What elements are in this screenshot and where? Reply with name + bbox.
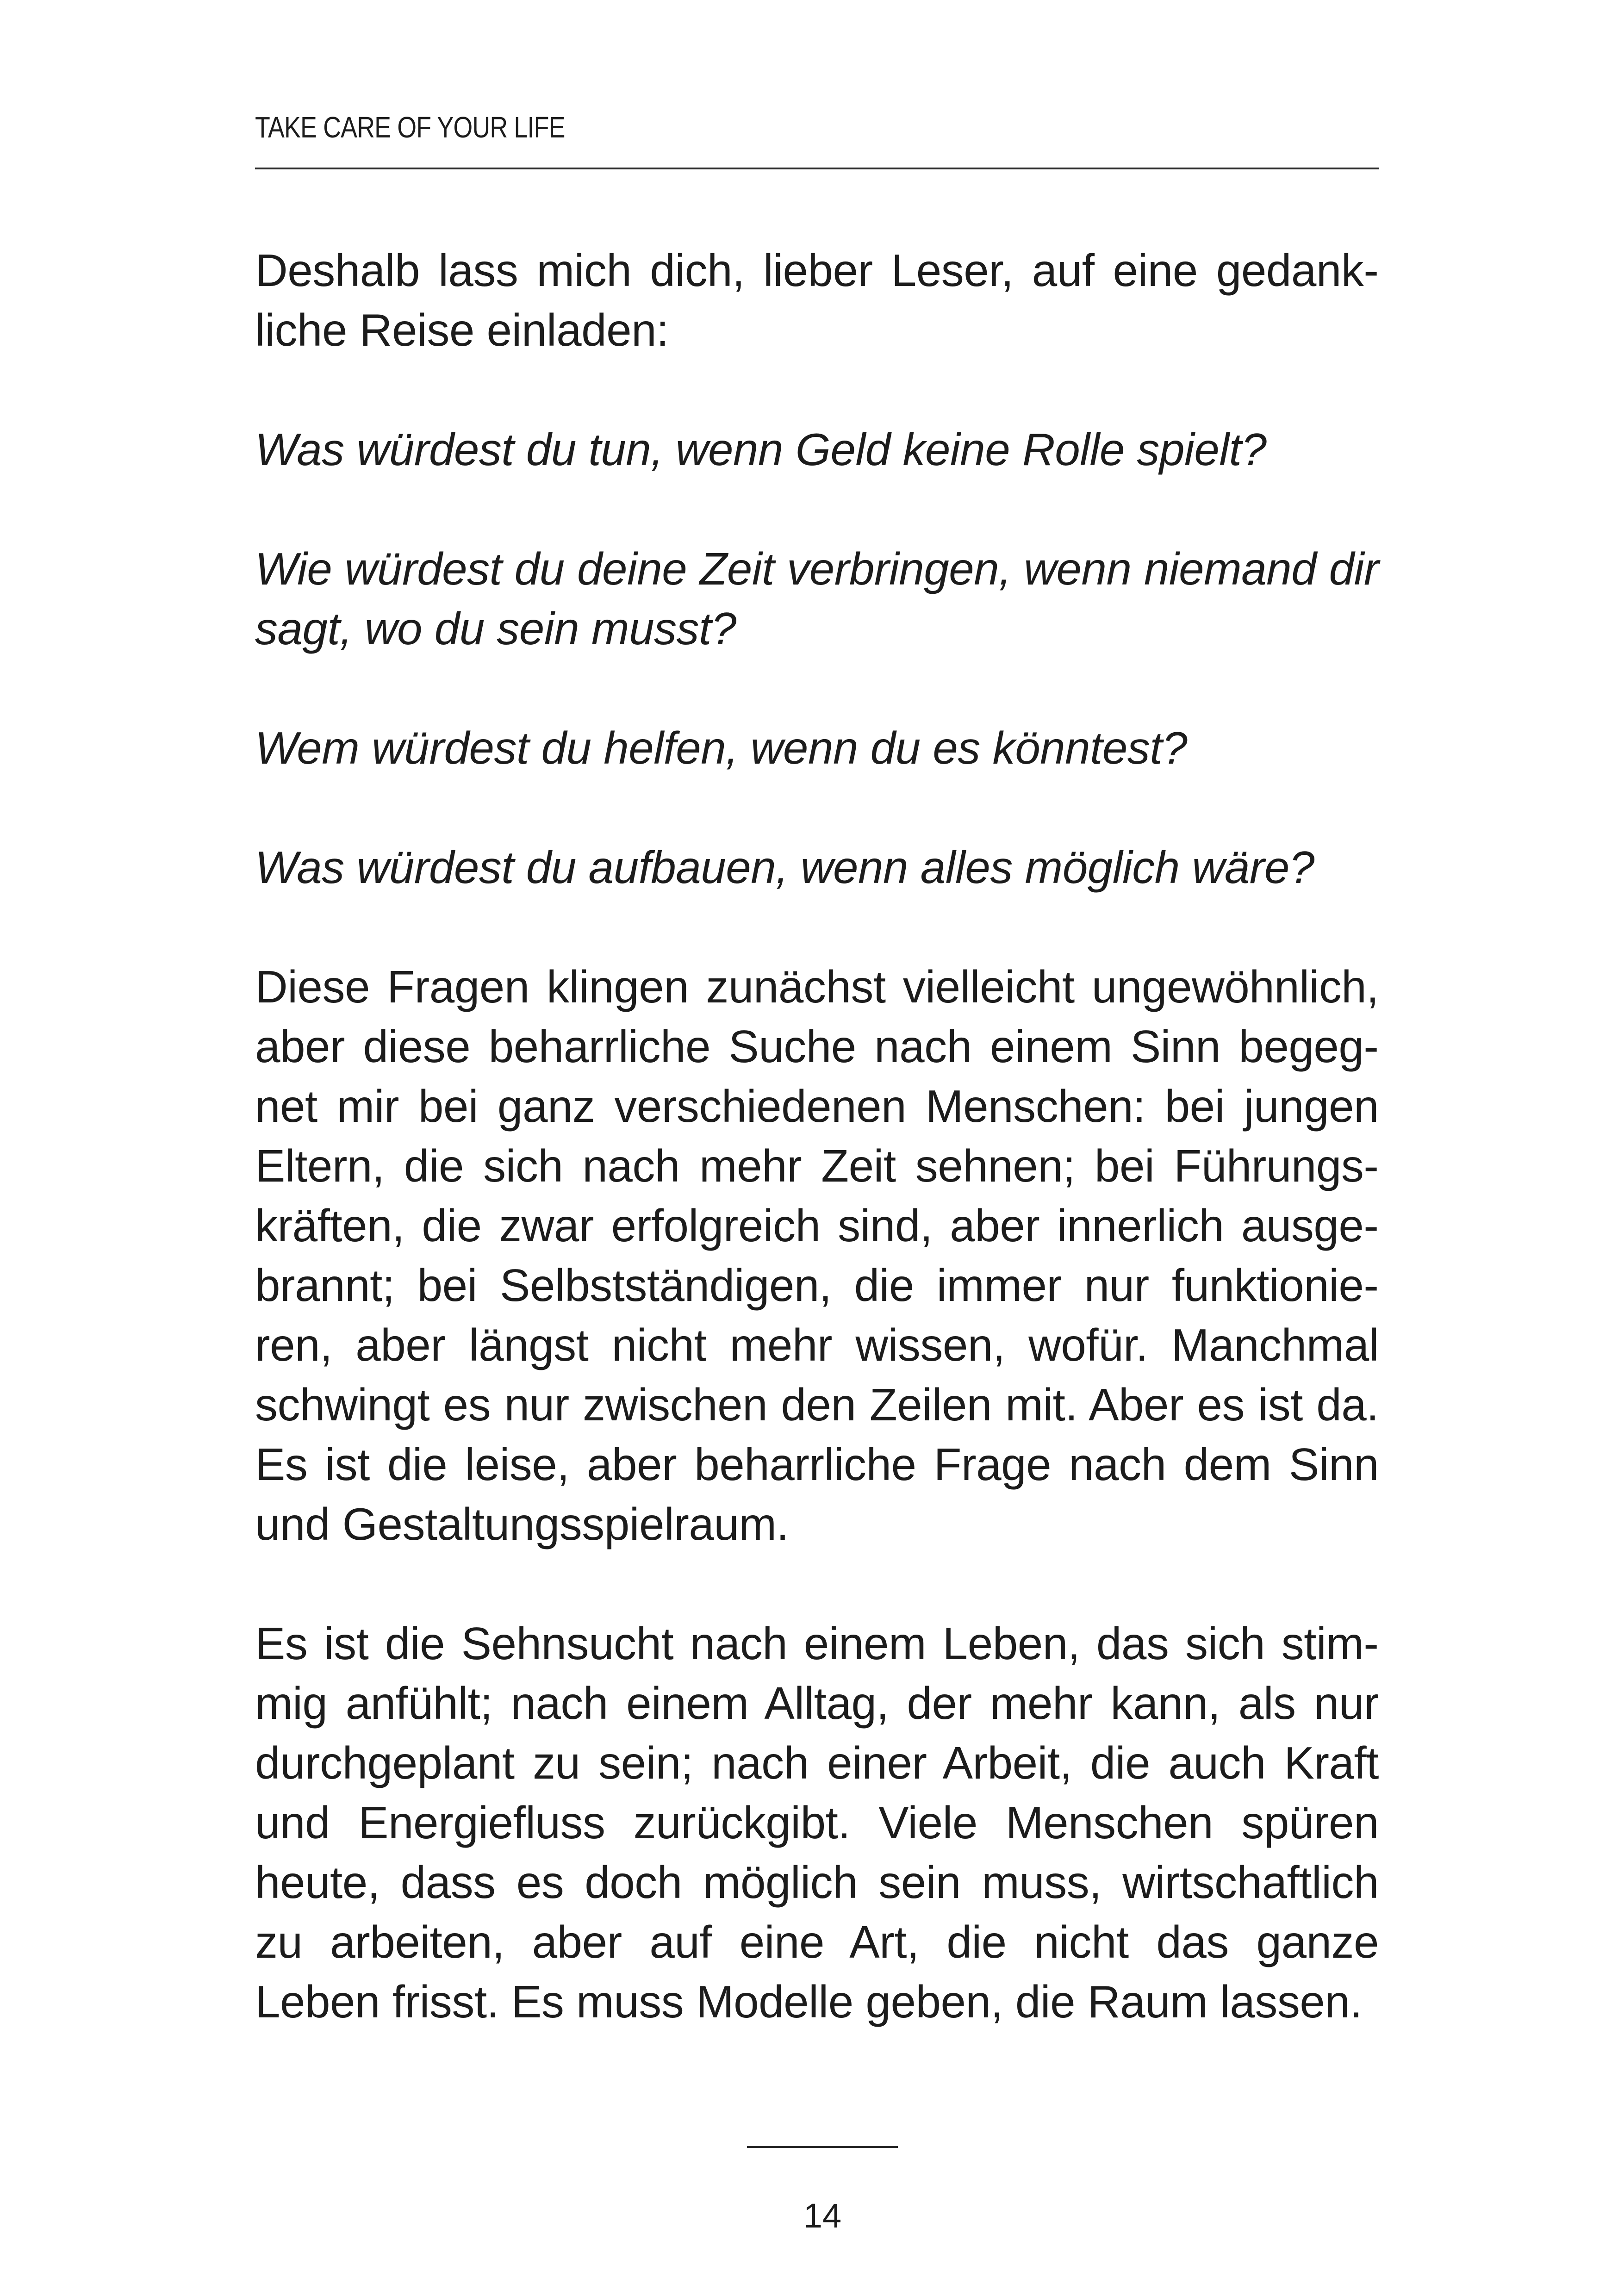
page-number: 14 xyxy=(803,2196,842,2235)
question-help: Wem würdest du helfen, wenn du es könntest? xyxy=(255,722,1188,773)
paragraph-longing: Es ist die Sehnsucht nach einem Leben, das sich stimmig anfühlt; nach einem Alltag, der mehr kann, als nur durchgeplant zu sein; nach einer Arbeit, die auch Kraft und Energiefluss zurückgibt. Viele Menschen spüren heute, dass es doch möglich sein muss, wirtschaftlich zu arbeiten, aber auf eine Art, die nicht das ganze Leben frisst. Es muss Modelle geben, die Raum lassen. xyxy=(255,1618,1379,2027)
paragraph-intro: Deshalb lass mich dich, lieber Leser, auf eine gedankliche Reise einladen: xyxy=(255,245,1379,355)
question-money: Was würdest du tun, wenn Geld keine Rolle spielt? xyxy=(255,424,1267,475)
paragraph-questions: Diese Fragen klingen zunächst vielleicht ungewöhnlich, aber diese beharrliche Suche nach einem Sinn begegnet mir bei ganz verschiedenen Menschen: bei jungen Eltern, die sich nach mehr Zeit sehnen; bei Führungskräften, die zwar erfolgreich sind, aber innerlich ausgebrannt; bei Selbstständigen, die immer nur funktionieren, aber längst nicht mehr wissen, wofür. Manchmal schwingt es nur zwischen den Zeilen mit. Aber es ist da. Es ist die leise, aber beharrliche Frage nach dem Sinn und Gestaltungsspielraum. xyxy=(255,961,1379,1549)
running-head: TAKE CARE OF YOUR LIFE xyxy=(255,111,565,144)
question-build: Was würdest du aufbauen, wenn alles möglich wäre? xyxy=(255,842,1314,893)
footer-rule xyxy=(747,2146,898,2148)
question-time: Wie würdest du deine Zeit verbringen, wenn niemand dir sagt, wo du sein musst? xyxy=(255,543,1379,654)
header-rule xyxy=(255,168,1379,169)
body-text xyxy=(255,241,1379,2032)
